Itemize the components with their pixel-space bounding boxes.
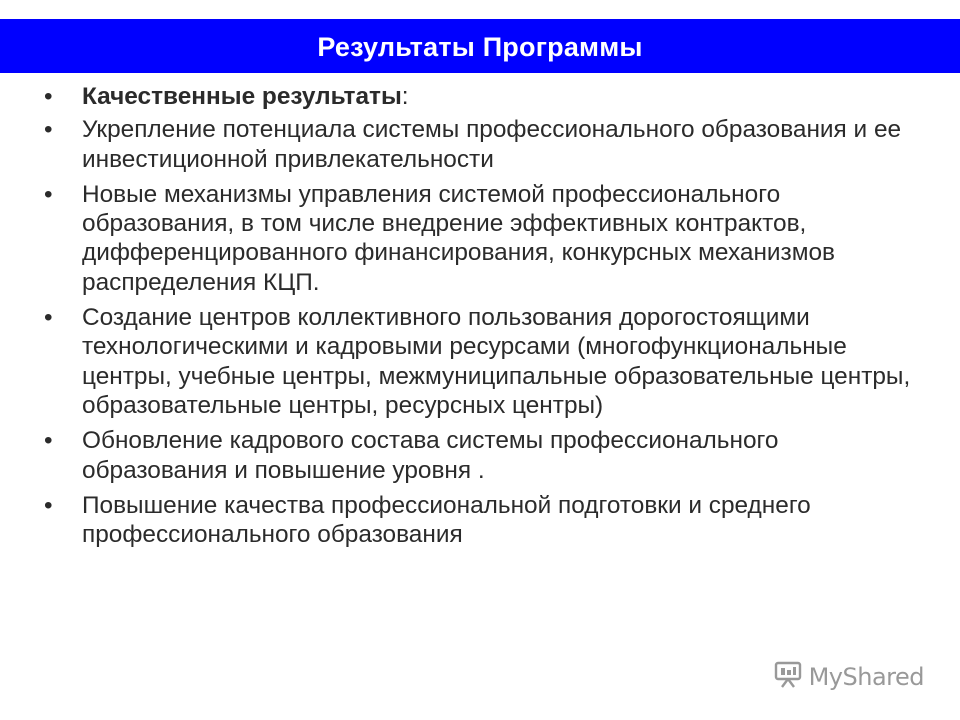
title-bar [0, 19, 960, 73]
bullet-item [44, 426, 924, 485]
bullet-marker: • [44, 491, 53, 519]
bullet-item-text: Обновление кадрового состава системы профессионального образования и повышение уровня . [82, 427, 779, 484]
bullet-item [44, 303, 924, 420]
bullet-item-text: Новые механизмы управления системой профессионального образования, в том числе внедрение эффективных контрактов, дифференцированного финансирования, конкурсных механизмов распределения КЦП. [82, 180, 836, 296]
bullet-item [44, 115, 924, 174]
bullet-item-text: Повышение качества профессиональной подготовки и среднего профессионального образования [82, 491, 811, 549]
watermark-text: MyShared [808, 662, 924, 691]
watermark [773, 659, 924, 694]
bullet-marker: • [44, 304, 53, 332]
slide-title: Результаты Программы [317, 31, 643, 62]
bullet-item-text: Создание центров коллективного пользования дорогостоящими технологическими и кадровыми ресурсами (многофункциональные центры, учебные центры, межмуниципальные образовательные центры, образовательные центры, ресурсных центры) [82, 304, 911, 419]
bullet-item-text: Укрепление потенциала системы профессионального образования и ее инвестиционной привлекательности [82, 116, 902, 173]
presentation-board-icon [773, 659, 803, 694]
bullet-marker: • [44, 116, 53, 144]
bullet-marker: • [44, 427, 53, 455]
bullet-list [44, 82, 924, 549]
bullet-heading-label: Качественные результаты [82, 83, 402, 110]
bullet-item [44, 180, 924, 297]
bullet-marker: • [44, 83, 53, 110]
bullet-heading [44, 82, 924, 111]
bullet-marker: • [44, 180, 53, 208]
bullet-item [44, 491, 924, 550]
bullet-heading-suffix: : [401, 83, 409, 110]
slide-content [44, 82, 924, 555]
